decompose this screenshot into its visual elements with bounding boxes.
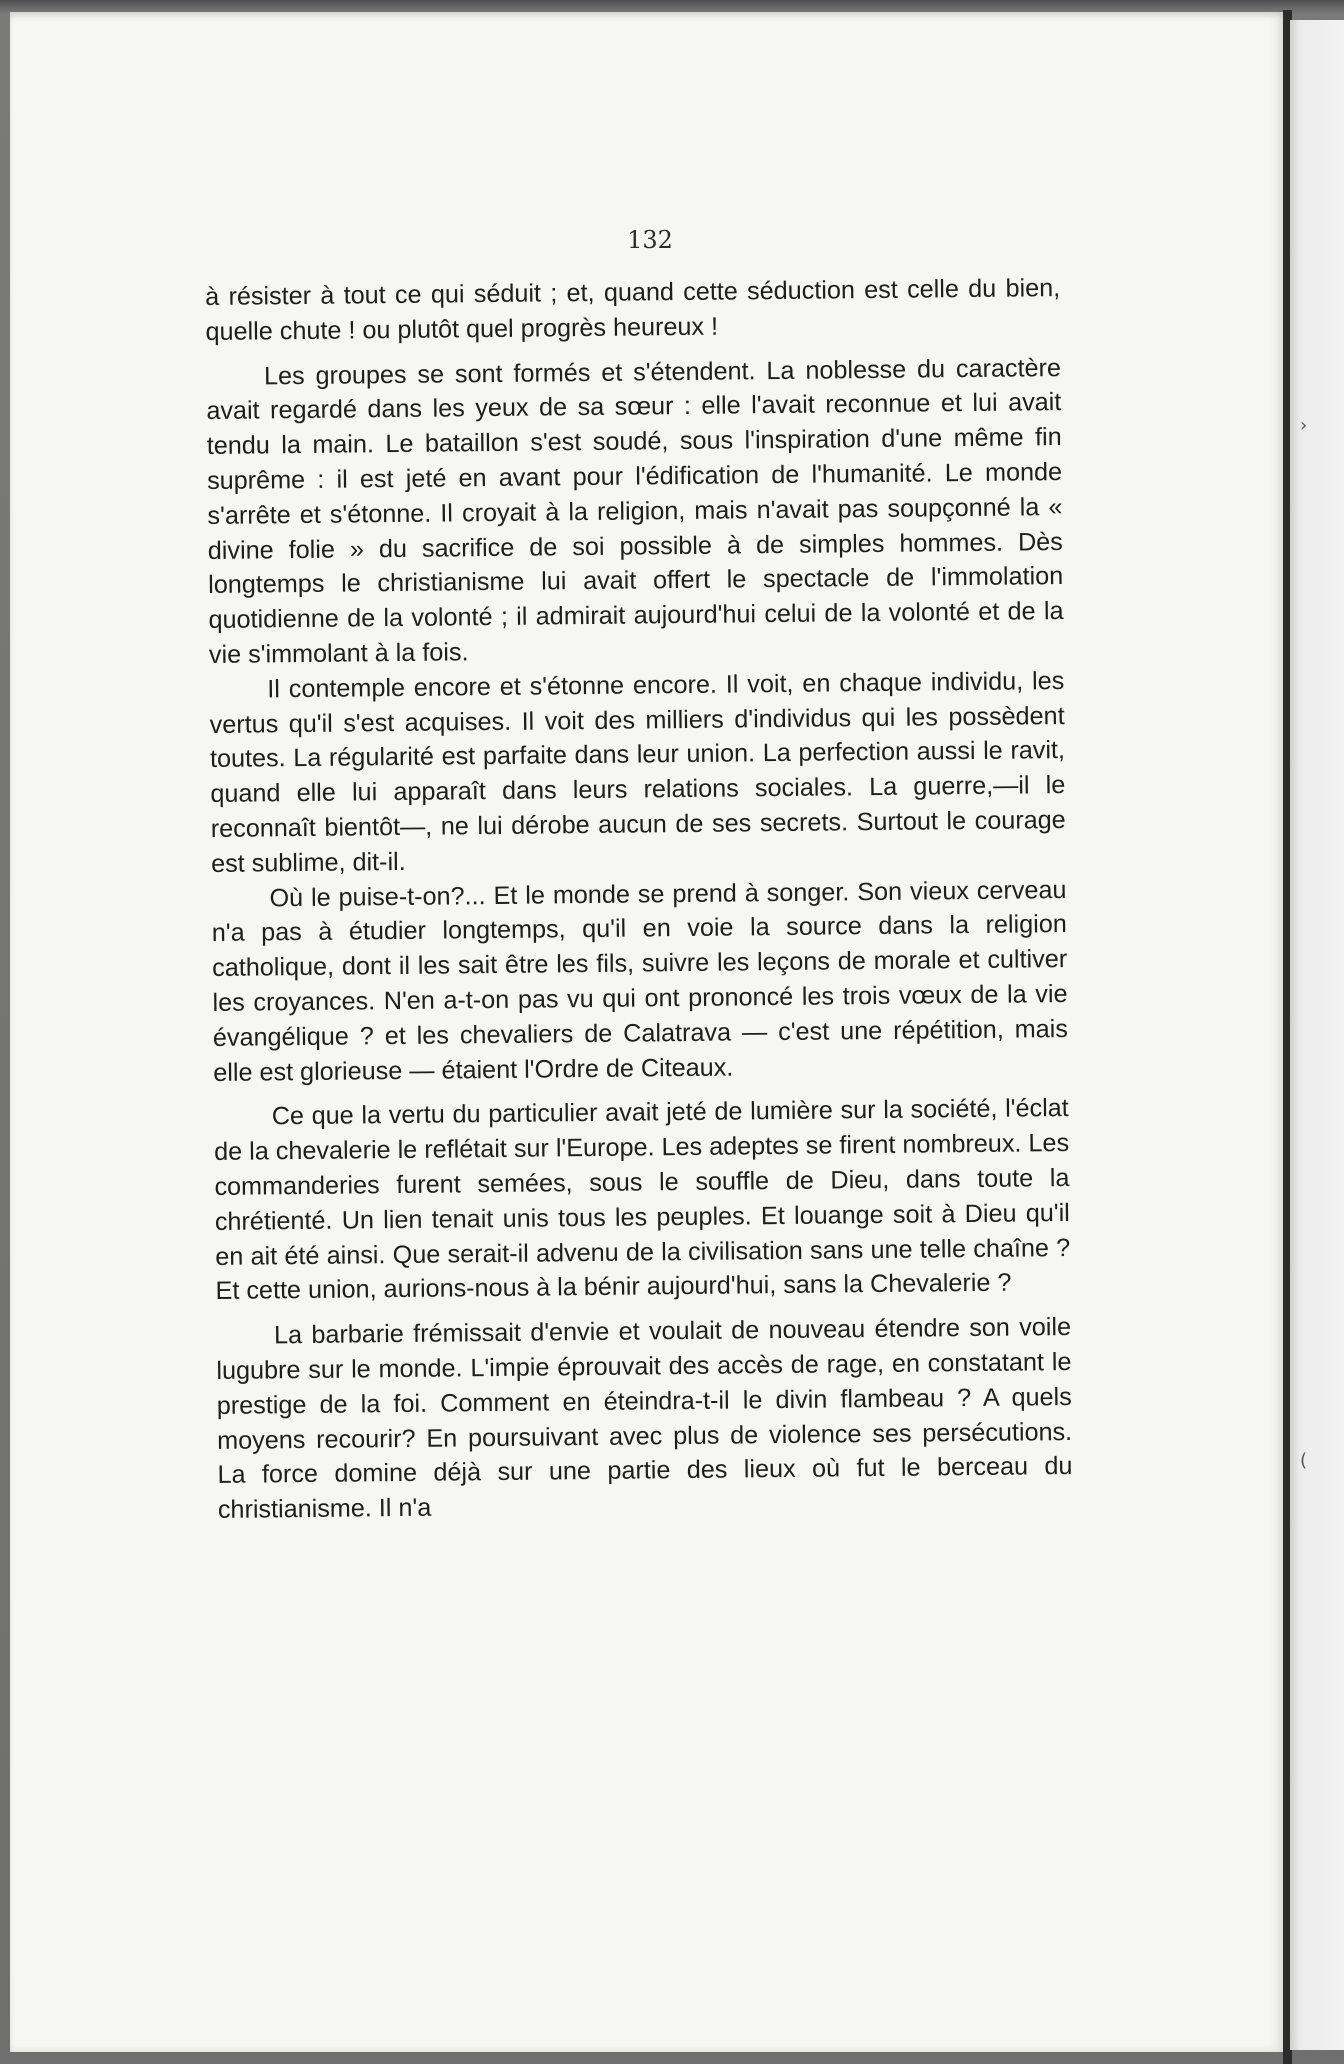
paragraph: Il contemple encore et s'étonne encore. Il voit, en chaque individu, les vertus qu'il s'est acquises. Il voit des milliers d'individus qui les possèdent toutes. La régularité est parfaite dans leur union. La perfection aussi le ravit, quand elle lui apparaît dans leurs relations sociales. La guerre,—il le reconnaît bientôt—, ne lui dérobe aucun de ses secrets. Surtout le courage est sublime, dit-il.	[209, 666, 1066, 878]
paragraph: Les groupes se sont formés et s'étendent. La noblesse du caractère avait regardé dans les yeux de sa sœur : elle l'avait reconnue et lui avait tendu la main. Le bataillon s'est soudé, sous l'inspiration d'une même fin suprême : il est jeté en avant pour l'édification de l'humanité. Le monde s'arrête et s'étonne. Il croyait à la religion, mais n'avait pas soupçonné la « divine folie » du sacrifice de soi possible à de simples hommes. Dès longtemps le christianisme lui avait offert le spectacle de l'immolation quotidienne de la volonté ; il admirait aujourd'hui celui de la volonté et de la vie s'immolant à la fois.	[206, 353, 1064, 669]
margin-mark: ›	[1300, 415, 1308, 436]
next-page-edge	[1290, 20, 1344, 2050]
paragraph: Où le puise-t-on?... Et le monde se prend à songer. Son vieux cerveau n'a pas à étudier longtemps, qu'il en voie la source dans la religion catholique, dont il les sait être les fils, suivre les leçons de morale et cultiver les croyances. N'en a-t-on pas vu qui ont prononcé les trois vœux de la vie évangélique ? et les chevaliers de Calatrava — c'est une répétition, mais elle est glorieuse — étaient l'Ordre de Citeaux.	[211, 875, 1069, 1087]
page-number: 132	[627, 226, 673, 254]
margin-mark: (	[1300, 1450, 1308, 1471]
paragraph: La barbarie frémissait d'envie et voulait de nouveau étendre son voile lugubre sur le monde. L'impie éprouvait des accès de rage, en constatant le prestige de la foi. Comment en éteindra-t-il le divin flambeau ? A quels moyens recourir? En poursuivant avec plus de violence ses persécutions. La force domine déjà sur une partie des lieux où fut le berceau du christianisme. Il n'a	[216, 1313, 1073, 1525]
paragraph: à résister à tout ce qui séduit ; et, quand cette séduction est celle du bien, quelle chute ! ou plutôt quel progrès heureux !	[205, 274, 1061, 346]
body-text	[205, 271, 1073, 1528]
paragraph: Ce que la vertu du particulier avait jeté de lumière sur la société, l'éclat de la chevalerie le reflétait sur l'Europe. Les adeptes se firent nombreux. Les commanderies furent semées, sous le souffle de Dieu, dans toute la chrétienté. Un lien tenait unis tous les peuples. Et louange soit à Dieu qu'il en ait été ainsi. Que serait-il advenu de la civilisation sans une telle chaîne ? Et cette union, aurions-nous à la bénir aujourd'hui, sans la Chevalerie ?	[213, 1094, 1071, 1306]
